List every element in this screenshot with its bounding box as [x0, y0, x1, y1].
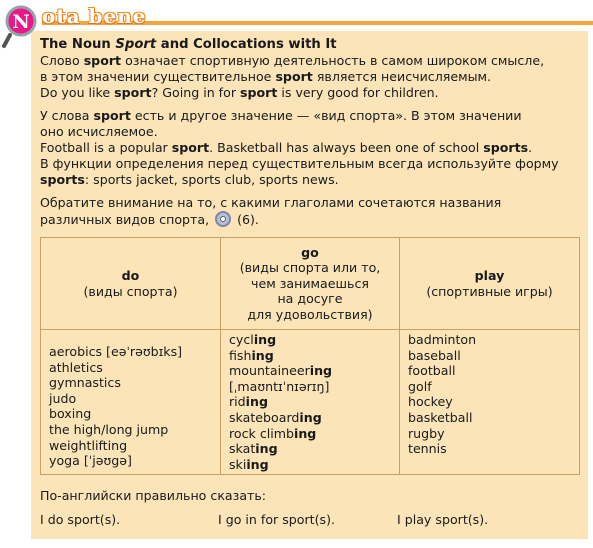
list-item: yoga [ˈjəʊgə]	[49, 453, 132, 469]
collocations-table	[40, 237, 580, 475]
svg-text:N: N	[12, 11, 30, 33]
list-item: gymnastics	[49, 375, 121, 391]
paragraph: Do you like sport? Going in for sport is very good for children.	[40, 85, 439, 100]
header	[0, 0, 593, 32]
paragraph: в этом значении существительное sport является неисчисляемым.	[40, 69, 492, 84]
list-item: mountaineering	[229, 363, 333, 379]
list-item: boxing	[49, 406, 92, 422]
list-item: cycling	[229, 332, 277, 347]
list-item: skateboarding	[229, 409, 322, 425]
list-item: [ˌmaʊntɪˈnɪərɪŋ]	[229, 378, 330, 394]
logo-text: ota bene	[42, 4, 147, 28]
example-do: I do sport(s).	[40, 512, 121, 527]
cd-icon	[215, 211, 231, 227]
paragraph: sports: sports jacket, sports club, sports news.	[40, 172, 339, 187]
example-play: I play sport(s).	[397, 512, 489, 527]
explanation-text	[40, 37, 580, 228]
list-item: riding	[229, 394, 268, 410]
paragraph: В функции определения перед существительным всегда используйте форму	[40, 156, 559, 171]
footer-intro: По-английски правильно сказать:	[40, 488, 267, 503]
list-item: football	[408, 363, 456, 379]
paragraph: различных видов спорта, (6).	[40, 212, 259, 227]
list-item: golf	[408, 378, 432, 394]
paragraph: Обратите внимание на то, с какими глаголами сочетаются названия	[40, 195, 502, 210]
magnifier-icon	[1, 4, 41, 52]
column-header-go: go (виды спорта или то, чем занимаешься на досуге для удовольствия)	[221, 238, 400, 330]
section-title: The Noun Sport and Collocations with It	[40, 37, 337, 52]
list-item: fishing	[229, 347, 274, 363]
go-list	[221, 330, 400, 475]
list-item: rugby	[408, 425, 445, 441]
list-item: aerobics [eəˈrəʊbɪks]	[49, 344, 183, 359]
list-item: judo	[49, 390, 77, 406]
list-item: badminton	[408, 332, 477, 347]
list-item: athletics	[49, 359, 103, 375]
column-header-play: play (спортивные игры)	[400, 238, 580, 330]
list-item: the high/long jump	[49, 421, 169, 437]
column-header-do: do (виды спорта)	[41, 238, 221, 330]
list-item: weightlifting	[49, 437, 128, 453]
paragraph: Слово sport означает спортивную деятельность в самом широком смысле,	[40, 53, 545, 68]
list-item: basketball	[408, 409, 473, 425]
list-item: skating	[229, 441, 278, 457]
list-item: rock climbing	[229, 425, 317, 441]
list-item: hockey	[408, 394, 453, 410]
list-item: tennis	[408, 441, 447, 457]
paragraph: оно исчисляемое.	[40, 124, 158, 139]
list-item: skiing	[229, 456, 269, 472]
footer-examples	[40, 488, 580, 530]
list-item: baseball	[408, 347, 461, 363]
paragraph: Football is a popular sport. Basketball has always been one of school sports.	[40, 140, 533, 155]
paragraph: У слова sport есть и другое значение — «вид спорта». В этом значении	[40, 108, 522, 123]
example-go: I go in for sport(s).	[218, 512, 335, 527]
do-list	[41, 330, 221, 475]
play-list	[400, 330, 580, 475]
